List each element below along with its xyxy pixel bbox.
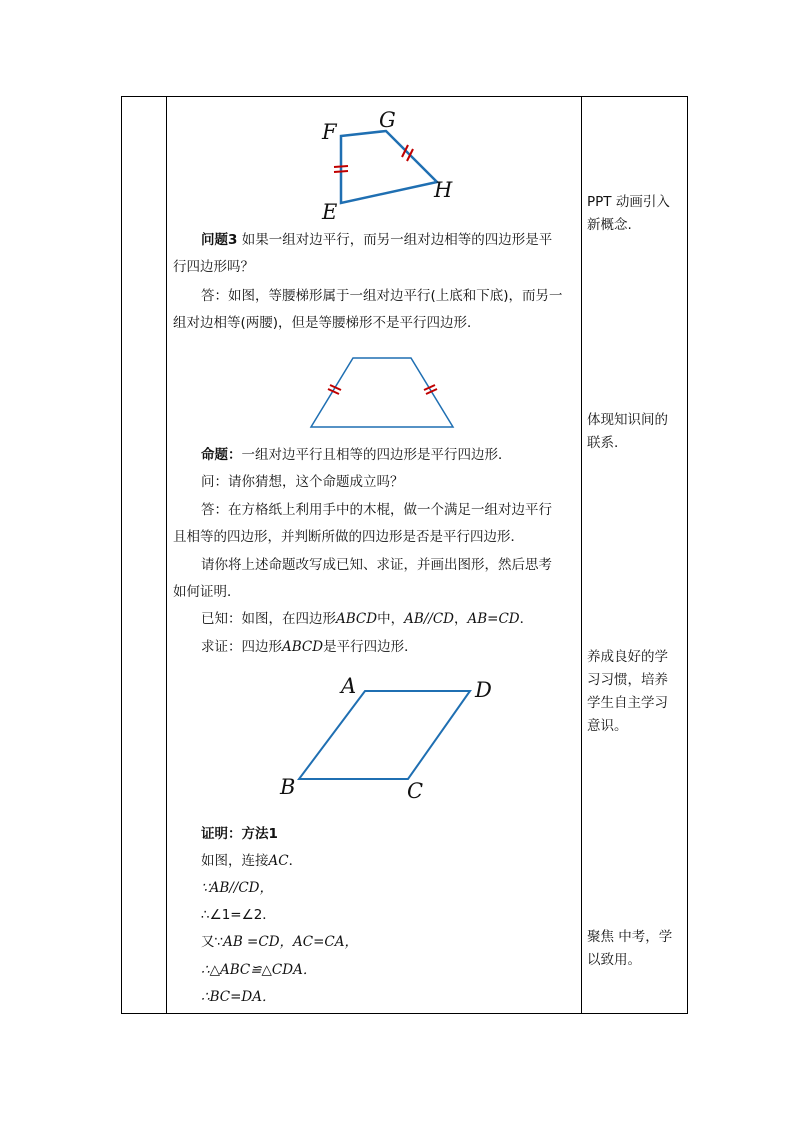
- given-mid: 中，: [377, 611, 405, 627]
- side-note-connection-line1: 体现知识间的: [587, 412, 668, 428]
- vertex-label-f: F: [322, 120, 337, 144]
- proof-line6: ∴BC=DA．: [201, 989, 276, 1005]
- prove-prefix: 求证：四边形: [201, 639, 282, 655]
- side-note-connection-line2: 联系.: [587, 435, 619, 451]
- figure-efgh: [310, 105, 460, 225]
- proof-line1-end: ．: [288, 853, 303, 869]
- side-note-habits-line3: 学生自主学习: [587, 695, 668, 711]
- quadrilateral-efgh: [341, 131, 437, 203]
- given-comma: ，: [454, 611, 468, 627]
- side-note-ppt-line1: PPT 动画引入: [587, 194, 670, 210]
- given-end: ．: [519, 611, 534, 627]
- question3-line2: 行四边形吗？: [173, 259, 254, 275]
- ask-line: 问：请你猜想，这个命题成立吗？: [201, 474, 404, 490]
- prove-line: [201, 638, 418, 656]
- vertex-label-b: B: [280, 775, 296, 799]
- answer3-line1: 答：如图，等腰梯形属于一组对边平行(上底和下底)，而另一: [201, 288, 563, 304]
- side-note-exam-line1: 聚焦 中考，学: [587, 929, 673, 945]
- question3-label: 问题3: [201, 232, 238, 248]
- side-note-habits-line1: 养成良好的学: [587, 649, 668, 665]
- proof-heading: 证明：方法1: [201, 826, 278, 842]
- given-quad: ABCD: [336, 611, 378, 627]
- side-note-habits-line2: 习习惯，培养: [587, 672, 668, 688]
- side-note-connection: [587, 409, 687, 455]
- question3-line1: [201, 231, 552, 249]
- column-divider-1: [166, 97, 167, 1013]
- proof-line1: [201, 852, 302, 870]
- tick-marks-trapezoid: [328, 385, 437, 394]
- vertex-label-d: D: [475, 678, 492, 702]
- proposition-label: 命题：: [201, 447, 242, 463]
- proposition-line: [201, 446, 512, 464]
- proposition-text: 一组对边平行且相等的四边形是平行四边形．: [241, 447, 512, 463]
- figure-trapezoid: [308, 355, 458, 430]
- side-note-habits-line4: 意识。: [587, 718, 628, 734]
- instruction-line1: 请你将上述命题改写成已知、求证，并画出图形，然后思考: [201, 557, 552, 573]
- vertex-label-c: C: [407, 779, 424, 803]
- given-prefix: 已知：如图，在四边形: [201, 611, 336, 627]
- proof-line4-prefix: 又∵: [201, 934, 224, 950]
- answer-guess-line1: 答：在方格纸上利用手中的木棍，做一个满足一组对边平行: [201, 502, 552, 518]
- tick-marks-efgh: [334, 145, 413, 172]
- given-line: [201, 610, 533, 628]
- prove-suffix: 是平行四边形．: [323, 639, 418, 655]
- proof-line5: ∴△ABC≌△CDA．: [201, 962, 317, 978]
- proof-line4-math: AB =CD，AC=CA，: [223, 934, 358, 950]
- proof-line1-var: AC: [268, 853, 289, 869]
- figure-abcd: [278, 672, 508, 807]
- side-note-ppt-line2: 新概念.: [587, 217, 632, 233]
- side-note-habits: [587, 646, 687, 738]
- parallelogram-abcd: [299, 691, 470, 779]
- proof-line1-prefix: 如图，连接: [201, 853, 269, 869]
- question3-text: 如果一组对边平行，而另一组对边相等的四边形是平: [241, 232, 553, 248]
- proof-line3: ∴∠1=∠2．: [201, 907, 276, 923]
- proof-line4: [201, 933, 358, 951]
- side-note-ppt: [587, 191, 687, 237]
- vertex-label-h: H: [434, 178, 453, 202]
- vertex-label-g: G: [379, 108, 396, 132]
- answer3-line2: 组对边相等(两腰)，但是等腰梯形不是平行四边形．: [173, 315, 481, 331]
- given-equal: AB=CD: [467, 611, 520, 627]
- vertex-label-e: E: [322, 200, 338, 224]
- answer-guess-line2: 且相等的四边形，并判断所做的四边形是否是平行四边形．: [173, 529, 524, 545]
- vertex-label-a: A: [341, 674, 357, 698]
- instruction-line2: 如何证明．: [173, 584, 241, 600]
- column-divider-2: [581, 97, 582, 1013]
- prove-quad: ABCD: [282, 639, 324, 655]
- side-note-exam-line2: 以致用。: [587, 952, 641, 968]
- given-parallel: AB//CD: [404, 611, 454, 627]
- side-note-exam: [587, 926, 687, 972]
- proof-line2: ∵AB//CD，: [201, 880, 274, 896]
